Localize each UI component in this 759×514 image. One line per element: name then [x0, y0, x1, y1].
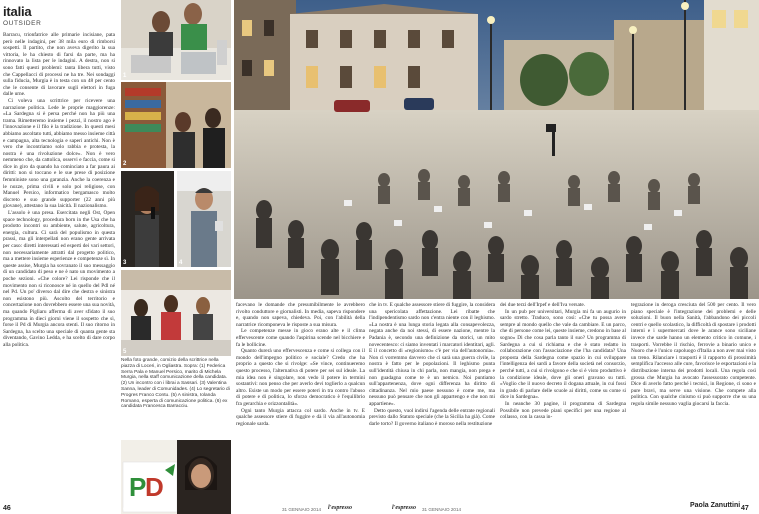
paragraph: L'assolo è una presa. Esercitata negli Ost, Open space technology, procedura born in the Usa che ha prodotto incontri su ambiente, salute, agricoltura, energia, cultura. Ci sarà del populismo in questa prassi, ma gli interpellati non erano gente arrivata per caso: diretti interessati ed esperti dei vari settori, non necessariamente attratti dal progetto politico, ma a mettere insieme esperienze e competenze sì. In queste assise, Murgia ha sovranato il suo messaggio di un candidato di peso e ne è nato un movimento a poche sezioni. «Che colore? Lei risponde che il movimento non si riconosce né in quello del Pdl né nel Pd. Un po' diverso dal dire che destra e sinistra non esistono più. Ascolto del territorio e concertazione non dovrebbero essere una sua novità, ma quando Pigliaru afferma di aver sfidato il suo programma in dieci giorni viene il sospetto che sì, forse il Pd di Murgia ancora stenti. Il suo ritorno in Sardegna, ha scelto una speciale di quanta gente sta diventando, Gavino Ledda, e ha scelto di dare corpo alla politica. — [3, 210, 115, 348]
photo-1-staff — [121, 0, 231, 80]
photo-2-booksellers — [121, 82, 231, 168]
paragraph: Quanto durerà uno effervescenza e come si collega con il mondo dell'impegno politico e sociale? Credo che ha proprio a questo che si rivolge: «Se vince, continueremo questo processo, l'alternativa di potere per sei sul ideale. La mia idea non è singolare, non vedo il potere in termini sostantivi: non penso che per averlo devi toglierlo a qualcun altro. Esiste un modo per essere poteri in tra contro l'abuso di potere e di politica, lo sforzo democratico è l'equilibrio fra gerarchia e orizzontalità». — [236, 348, 365, 407]
paragraph: In neanche 30 pagine, il programma di Sardegna Possibile non prevede piani specifici per una regione al collasso, con la cassa in- — [500, 400, 626, 421]
photo-number: 6 — [123, 507, 127, 513]
photo-number: 5 — [123, 349, 127, 355]
footer-date-right: 31 GENNAIO 2014 — [422, 507, 462, 512]
text-column-5 — [631, 302, 756, 488]
text-column-3 — [369, 302, 495, 498]
page-number-right: 47 — [741, 505, 749, 512]
photo-4-franco-contu — [177, 171, 231, 267]
paragraph: dei due terzi dell'Irpef e dell'Iva versate. — [500, 302, 585, 308]
paragraph: Ogni tanto Murgia attacca col sardo. Anche in tv. E qualche assessore stiere di fuggire e dà il via all'autonomia regionale sarda. — [236, 407, 365, 427]
paragraph: Barracu, trionfatrice alle primarie incisiane, pata però nelle indagini, per 38 mila euro di rimborsi sospetti. Il partito, che non aveva digerito la sua vittoria, le ha chiesto di farsi da parte, ma ha rinnovato la lista per le indagini. A destra, non si sono fatti questi problemi: tanta libera tutti, visto che Cappellacci di processi ne ha tre. Nei sondaggi sulla fiducia, Murgia è in testa con un 48 per cento che le consente di lavorare sugli elettori in fuga dalle urne. — [3, 32, 115, 98]
paragraph: Detto questo, vuol indirsi l'agenda delle entrate regionali previsto dallo Statuto speciale (che la Sicilia ha già). Come darle torto? Il governo italiano è moroso nella restituzione — [369, 407, 495, 427]
paragraph: facevano le domande che presumibilmente le avrebbero rivolto conduttore e giornalisti. In media, sapeva rispondere e, quando non sapeva, chiedeva. Poi, con l'abilità della narratrice ricomponeva le risposte a sua misura. — [236, 302, 365, 328]
photo-number: 4 — [179, 260, 183, 266]
photo-caption: Nella foto grande, comizio della scrittrice nella piazza di Loceri, in Ogliastra. Sopra: (1) Federica Serra Pala e Manuel Persico, marito di Michela Murgia, nella staff comunicazione della candidata. (2) Un incontro con i librai a Sassari. (3) Valentina Sanna, leader di Comunidades. (4) Lo segretario di Progres Franco Contu. (5) A sinistra, Iolanda Romano, esperta di comunicazione politica. (6) ex candidata Francesca Barracciu. — [121, 358, 230, 410]
text-column-2 — [236, 302, 365, 498]
paragraph: tegrazione in deroga cresciuta del 500 per cento. Il vero piano speciale è l'integrazione dei problemi e delle soluzioni. Il buon nella Sanità, l'abbandono dei piccoli centri e quello scolastico, la difficoltà di spostare i prodotti interni e i supermercati dove le arance sono siciliane invece che sarde hanno un elemento critico in comune, i trasporti. Vorrebbe il rischio, ferrovie a binario unico e Nuoro che è l'unico capoluogo d'Italia a non aver mai visto un treno. Rilanciare i trasporti è il rapporto di prossimità semplifica l'accesso alle cure, favorisce le esportazioni e la distribuzione interna dei prodotti locali. Una regola così grossa che Murgia ha avocato l'assessorato competente. Dice di averlo fatto perché i tecnici, in Regione, ci sono e pure bravi, ma serve una visione. Che compete alla politica. Con qualche cinismo si può supporre che su una regola simile nessuno vaglia giocarsi la faccia. — [631, 302, 756, 407]
svg-text:P: P — [129, 472, 147, 502]
photo-number: 1 — [123, 73, 127, 79]
section-title: italia — [3, 4, 32, 19]
footer-date-left: 31 GENNAIO 2014 — [282, 507, 322, 512]
paragraph: Ci voleva una scrittrice per ricevere una narrazione politica. Lede le proprie maggiorenze: «La Sardegna si è persa perché non ha più una trama. Rimetteremo insieme i pezzi, il nostro ago è l'innovazione e il filo è la tradizione. In questi mesi abbiamo ascoltato tutti, abbiamo messo insieme città e campagna, alta tecnologia e saperi antichi. Non è vero che incontriamo solo rabbia e protesta, la nostra è una rivoluzione dolce». Non è vero nemmeno che, da cattolica, osservi e faccia, come si dice in giro da quando ha cominciato a far paura ai diritti: non si toccano e le sue prese di posizione femministe sono una garanzia. Anche la coerenza e le nozze, prima civili e solo poi religiose, con Manuel Persico, informatico bergamasco molto discreto e suo grande supporter (22 anni più giovane), attestano la sua laicità. Il nazionalismo. — [3, 97, 115, 210]
paragraph: che in tv. E qualche assessore stiere di fuggire, la considera una spericolata affettazione. Lei ribatte che l'indipendentismo sardo non c'entra niente con il leghismo. «La nostra è una lunga storia legata alla consapevolezza, negata anche da noi stessi, di essere nazione, mentre la Padania è, secondo una definizione da storici, un mito novecentesco: ci siamo inventati i marcatori identitari, agli. E il concetto di «regionismo» c'è per via dell'autonomia». Non ci vorremmo davvero che ci sarà una guerra civile, la nostra è fatto per le popolazioni. Il leghismo punta sull'identità chiusa in chi parla, non mangia, non prega e non guadagna come te è un nemico. Noi puntiamo sull'appartenenza, dove ogni differenza ha diritto di cittadinanza. Nel mio paese nessuno è come me, ma nessuno può pensare che non gli appartengo e che non mi appartiene». — [369, 302, 495, 407]
section-subtitle: OUTSIDER — [3, 20, 42, 27]
photo-6-barracciu — [121, 440, 231, 514]
page-number-left: 46 — [3, 505, 11, 512]
footer-logo-right: l'espresso — [392, 505, 416, 511]
svg-text:D: D — [145, 472, 164, 502]
photo-3-valentina-sanna — [121, 171, 174, 267]
text-column-1 — [3, 32, 115, 498]
photo-number: 2 — [123, 161, 127, 167]
main-photo-piazza-rally — [234, 0, 759, 299]
photo-number: 3 — [123, 260, 127, 266]
paragraph: Le competenze messe in gioco erano alte e il clima effervescente come quando l'aspirina scende nel bicchiere e fa le bollicine. — [236, 328, 365, 348]
paragraph: In un pub per universitari, Murgia mi fa un augurio in sardo stretto. Traduco, sono così: «Che tu possa avere sempre al mondo quello che vale da cambiare. E un parco, che di persone come lei, queste insieme, credono in base al sogno» Di che cosa parla tanto il suo? Un programma di Sardegna a cui si richiama e che è stato redatto in collaborazione con l'associazione che l'ha candidata? Una proposta della Sardegna come spazio in cui sviluppare l'intelligenza dei sardi a favore della società nel consorzio, perché tutti, a cui si rivolgono e che si è visto produttivo è la condizione ideale, dove gli oneri gravano su tutti. «Voglio che il nuovo decreto il dogana attuale, in cui fossi in grado di parlare delle scuole ai diritti, come su come si dice in Sardegna». — [500, 308, 626, 401]
footer-logo-left: l'espresso — [328, 505, 352, 511]
author-signature: Paola Zanuttini — [690, 502, 741, 509]
photo-5-iolanda-romano — [121, 270, 231, 356]
text-column-4 — [500, 302, 626, 498]
